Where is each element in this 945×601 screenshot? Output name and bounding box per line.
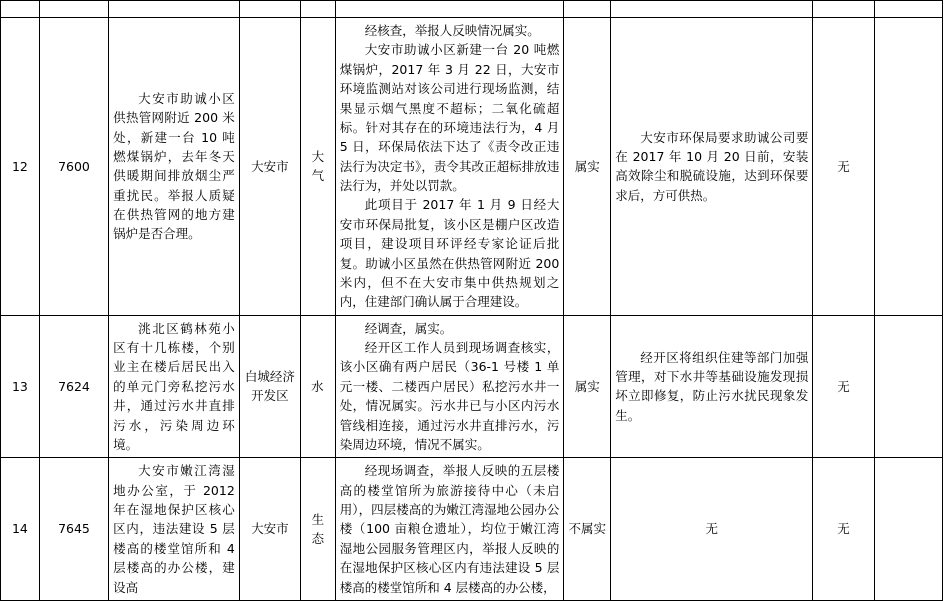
table-row <box>1 18 943 316</box>
row-description: 洮北区鹤林苑小区有十几栋楼，个别业主在楼后居民出入的单元门旁私挖污水井，通过污水井直排污水，污染周边环境。 <box>109 315 240 458</box>
row-extra <box>874 458 942 601</box>
row-detail <box>335 315 564 458</box>
row-responsibility: 无 <box>813 458 874 601</box>
row-pollution-type: 大 气 <box>301 18 336 316</box>
strip-cell <box>301 1 336 18</box>
row-measure: 无 <box>611 458 813 601</box>
row-area: 大安市 <box>239 18 300 316</box>
strip-cell <box>813 1 874 18</box>
row-measure: 经开区将组织住建等部门加强管理，对下水井等基础设施发现损坏立即修复，防止污水扰民现象发生。 <box>611 315 813 458</box>
row-description: 大安市嫩江湾湿地办公室，于 2012 年在湿地保护区核心区内，违法建设 5 层楼高的楼堂馆所和 4 层楼高的办公楼，建设高 <box>109 458 240 601</box>
row-code: 7624 <box>39 315 108 458</box>
row-detail-para: 大安市助诚小区新建一台 20 吨燃煤锅炉，2017 年 3 月 22 日，大安市环境监测站对该公司进行现场监测，结果显示烟气黑度不超标；二氧化硫超标。针对其存在的环境违法行为，4 月 5 日，环保局依法下达了《责令改正违法行为决定书》，责令其改正超标排放违法行为，并处以罚款。 <box>339 42 560 193</box>
row-detail-para: 经现场调查，举报人反映的五层楼高的楼堂馆所为旅游接待中心（未启用），四层楼高的为嫩江湾湿地公园办公楼（100 亩粮仓遗址），均位于嫩江湾湿地公园服务管理区内，举报人反映的在湿地保护区核心区内有违法建设 5 层楼高的楼堂馆所和 4 层楼高的办公楼， <box>339 463 560 595</box>
strip-cell <box>874 1 942 18</box>
row-number: 12 <box>1 18 40 316</box>
row-description: 大安市助诚小区供热管网附近 200 米处，新建一台 10 吨燃煤锅炉，去年冬天供暖期间排放烟尘严重扰民。举报人质疑在供热管网的地方建锅炉是否合理。 <box>109 18 240 316</box>
row-responsibility: 无 <box>813 315 874 458</box>
strip-cell <box>39 1 108 18</box>
row-verified: 属实 <box>564 18 611 316</box>
strip-cell <box>611 1 813 18</box>
row-extra <box>874 18 942 316</box>
row-extra <box>874 315 942 458</box>
table-top-strip <box>1 1 943 18</box>
row-detail <box>335 18 564 316</box>
table-row <box>1 315 943 458</box>
row-detail-para: 此项目于 2017 年 1 月 9 日经大安市环保局批复，该小区是棚户区改造项目，建设项目环评经专家论证后批复。助诚小区虽然在供热管网附近 200 米内，但不在大安市集中供热规划之内，住建部门确认属于合理建设。 <box>339 197 560 310</box>
row-measure: 大安市环保局要求助诚公司要在 2017 年 10 月 20 日前，安装高效除尘和脱硫设施，达到环保要求后，方可供热。 <box>611 18 813 316</box>
strip-cell <box>109 1 240 18</box>
strip-cell <box>335 1 564 18</box>
row-verified: 属实 <box>564 315 611 458</box>
strip-cell <box>1 1 40 18</box>
strip-cell <box>564 1 611 18</box>
row-code: 7600 <box>39 18 108 316</box>
row-responsibility: 无 <box>813 18 874 316</box>
row-detail-para: 经开区工作人员到现场调查核实，该小区确有两户居民（36-1 号楼 1 单元一楼、二楼西户居民）私挖污水井一处，情况属实。污水井已与小区内污水管线相连接，通过污水井直排污水，污染周边环境，情况不属实。 <box>339 340 560 452</box>
row-verified: 不属实 <box>564 458 611 601</box>
row-code: 7645 <box>39 458 108 601</box>
row-detail-para: 经调查，属实。 <box>364 320 453 336</box>
strip-cell <box>239 1 300 18</box>
table-row <box>1 458 943 601</box>
row-detail <box>335 458 564 601</box>
row-area: 大安市 <box>239 458 300 601</box>
row-number: 14 <box>1 458 40 601</box>
row-detail-para: 经核查，举报人反映情况属实。 <box>364 23 540 38</box>
row-area: 白城经济开发区 <box>239 315 300 458</box>
row-pollution-type: 生 态 <box>301 458 336 601</box>
row-number: 13 <box>1 315 40 458</box>
row-pollution-type: 水 <box>301 315 336 458</box>
